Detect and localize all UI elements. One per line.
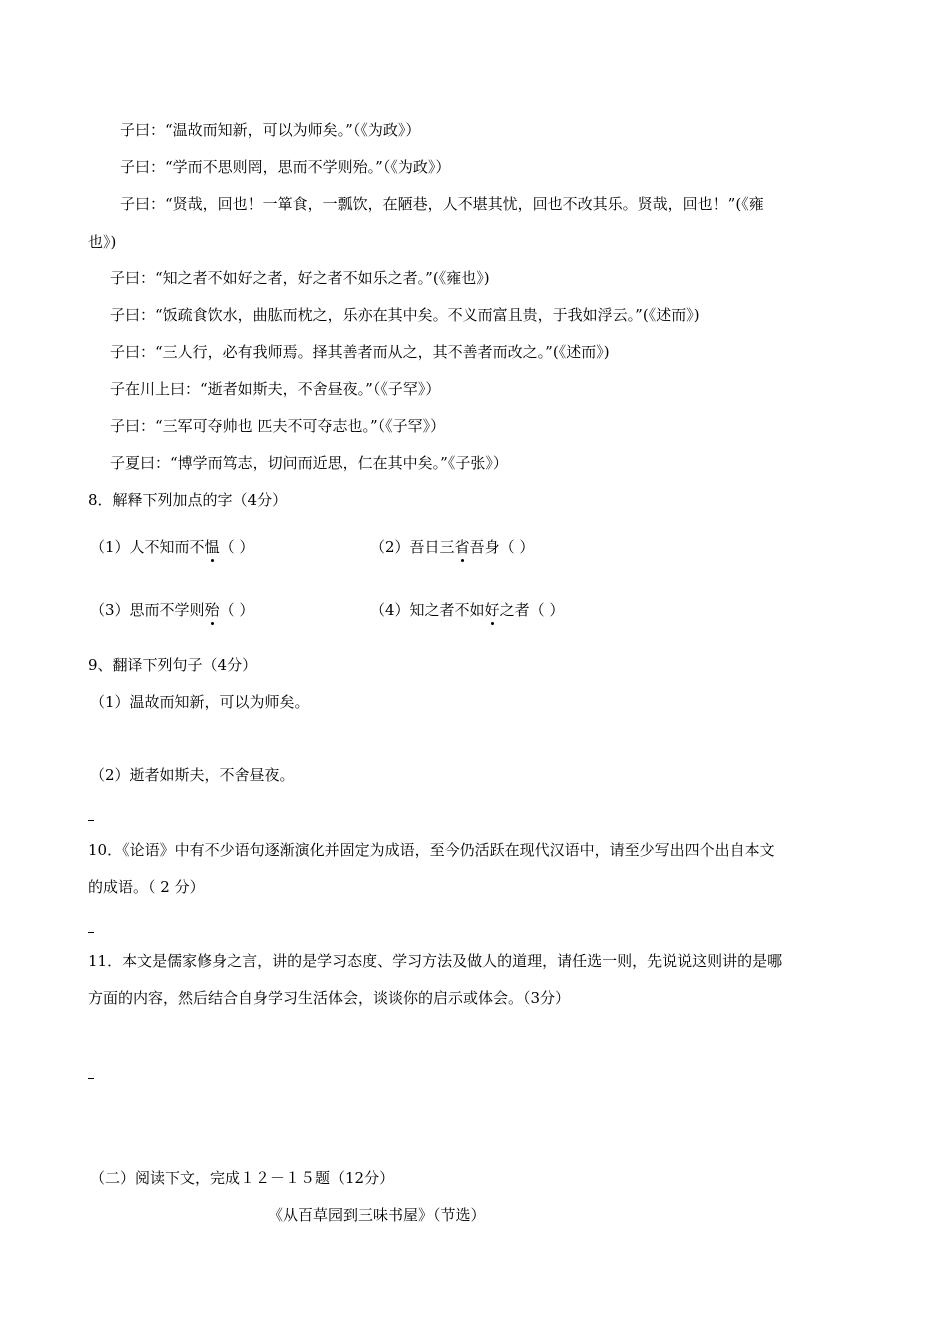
q8-item-2-dotted-char: 省 xyxy=(454,538,470,556)
q8-item-4-dotted-char: 好 xyxy=(484,601,500,619)
passage-6: 子曰：“三人行，必有我师焉。择其善者而从之，其不善者而改之。”(《述而》) xyxy=(110,343,610,361)
q8-item-3-blank: （ ） xyxy=(219,601,255,619)
q8-item-2-blank: 吾身（ ） xyxy=(469,538,535,556)
q9-sentence-2: （2）逝者如斯夫，不舍昼夜。 xyxy=(90,766,295,784)
q11-line-2: 方面的内容，然后结合自身学习生活体会，谈谈你的启示或体会。（3分） xyxy=(88,989,571,1007)
q8-item-2-before: （2）吾日三 xyxy=(370,538,455,556)
passage-3-cont: 也》) xyxy=(88,233,117,251)
q8-item-1-dotted-char: 愠 xyxy=(204,538,220,556)
q9-title: 9、翻译下列句子（4分） xyxy=(88,656,258,674)
q8-item-2 xyxy=(370,537,534,557)
q8-item-3-before: （3）思而不学则 xyxy=(90,601,205,619)
answer-line-mark xyxy=(88,932,94,933)
passage-5: 子曰：“饭疏食饮水，曲肱而枕之，乐亦在其中矣。不义而富且贵，于我如浮云。”(《述而》) xyxy=(110,306,700,324)
q8-title: 8．解释下列加点的字（4分） xyxy=(88,491,288,509)
q8-item-4 xyxy=(370,600,564,620)
passage-7: 子在川上曰：“逝者如斯夫，不舍昼夜。”（《子罕》） xyxy=(110,380,441,398)
passage-8: 子曰：“三军可夺帅也 匹夫不可夺志也。”（《子罕》） xyxy=(110,417,446,435)
q8-item-3 xyxy=(90,600,254,620)
q10-line-1: 10．《论语》中有不少语句逐渐演化并固定为成语，至今仍活跃在现代汉语中，请至少写出四个出自本文 xyxy=(88,841,775,859)
section-2-title: （二）阅读下文，完成１２－１５题（12分） xyxy=(90,1169,395,1187)
q11-line-1: 11．本文是儒家修身之言，讲的是学习态度、学习方法及做人的道理，请任选一则，先说说这则讲的是哪 xyxy=(88,952,783,970)
q8-item-4-blank: 之者（ ） xyxy=(499,601,565,619)
answer-line-mark xyxy=(88,820,94,821)
q8-item-4-before: （4）知之者不如 xyxy=(370,601,485,619)
passage-9: 子夏曰：“博学而笃志，切问而近思，仁在其中矣。”《子张》） xyxy=(110,454,508,472)
q8-item-1 xyxy=(90,537,254,557)
answer-line-mark xyxy=(88,1078,94,1079)
q10-line-2: 的成语。（ 2 分） xyxy=(88,878,205,896)
passage-2: 子曰：“学而不思则罔，思而不学则殆。”（《为政》） xyxy=(120,158,451,176)
q9-sentence-1: （1）温故而知新，可以为师矣。 xyxy=(90,693,310,711)
q8-item-1-before: （1）人不知而不 xyxy=(90,538,205,556)
q8-item-1-blank: （ ） xyxy=(219,538,255,556)
passage-4: 子曰：“知之者不如好之者，好之者不如乐之者。”(《雍也》) xyxy=(110,269,490,287)
q8-item-3-dotted-char: 殆 xyxy=(204,601,220,619)
passage-1: 子曰：“温故而知新，可以为师矣。”（《为政》） xyxy=(120,121,421,139)
passage-3: 子曰：“贤哉，回也！一箪食，一瓢饮，在陋巷，人不堪其忧，回也不改其乐。贤哉，回也！”(《雍 xyxy=(120,195,764,213)
section-2-subtitle: 《从百草园到三味书屋》（节选） xyxy=(268,1206,486,1224)
